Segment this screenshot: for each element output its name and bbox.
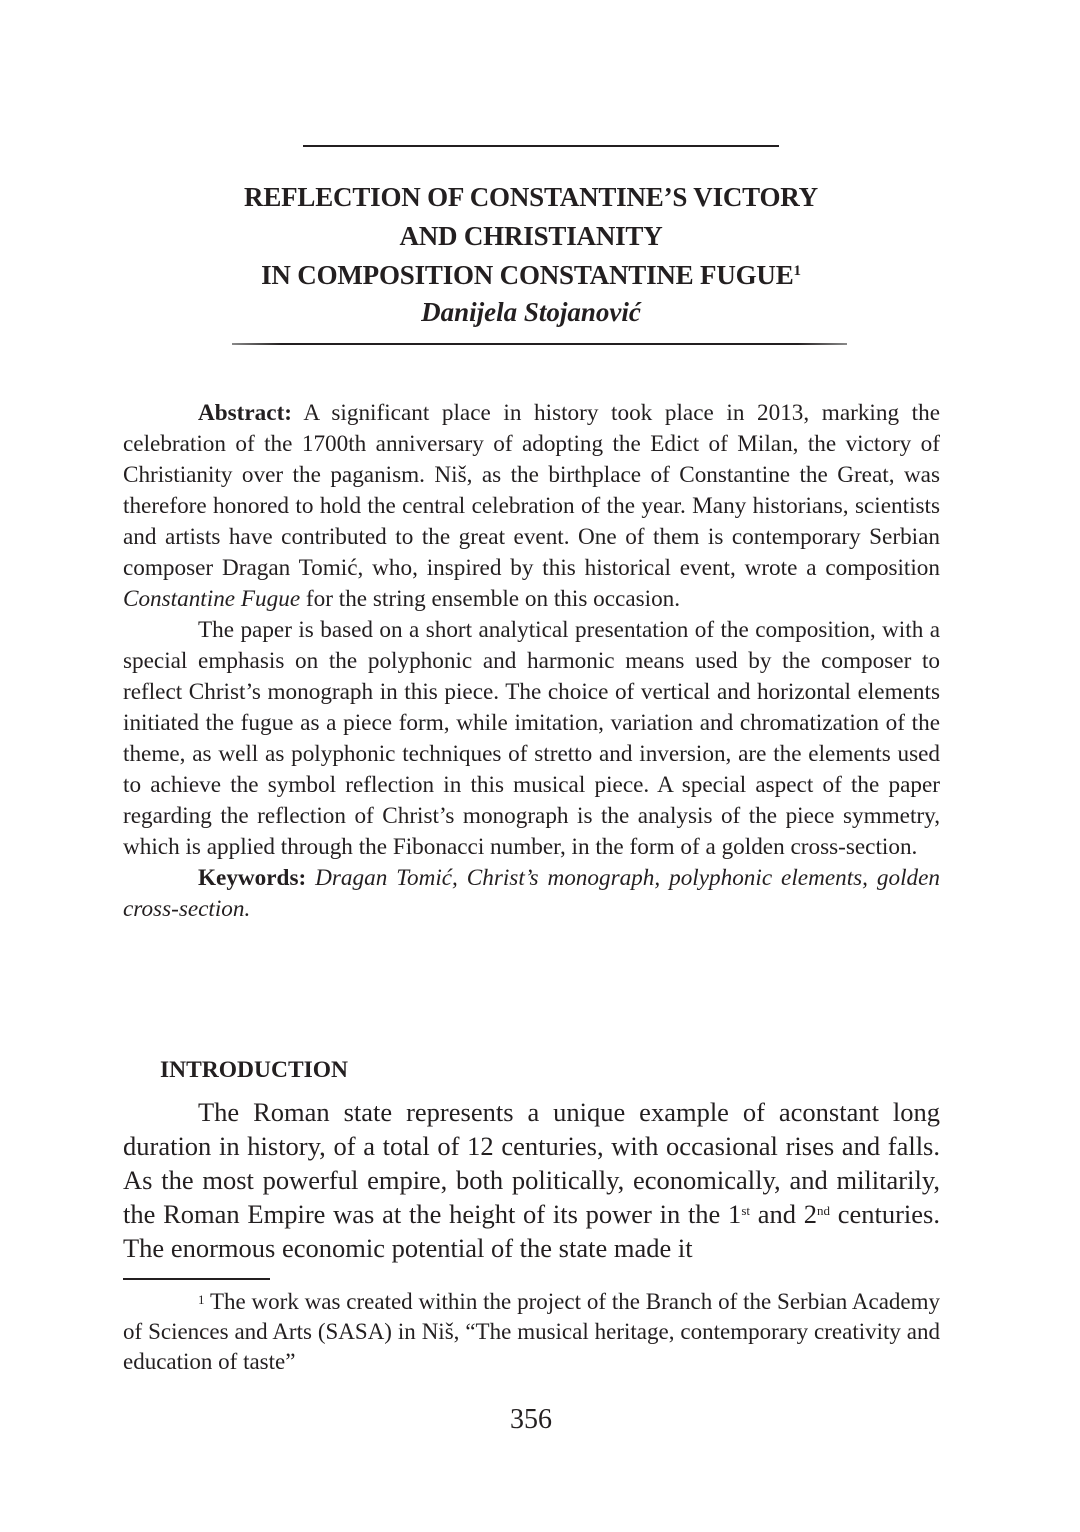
introduction-heading: INTRODUCTION <box>160 1057 349 1083</box>
composition-title: Constantine Fugue <box>123 586 301 612</box>
title-footnote-mark[interactable]: 1 <box>793 263 801 279</box>
abstract-text-1a: A significant place in history took place in 2013, marking the celebration of the 1700th anniversary of adopting the Edict of Milan, the victory of Christianity over the paganism. Niš, as the birthplace of Constantine the Great, was therefore honored to hold the central celebration of the year. Many historians, scientists and artists have contributed to the great event. One of them is contemporary Serbian composer Dragan Tomić, who, inspired by this historical event, wrote a composition <box>123 400 940 581</box>
abstract-text-1b: for the string ensemble on this occasion. <box>300 586 681 612</box>
title-line-3-text: IN COMPOSITION CONSTANTINE FUGUE <box>261 260 794 290</box>
footnote-text: The work was created within the project of the Branch of the Serbian Academy of Sciences and Arts (SASA) in Niš, “The musical heritage, contemporary creativity and education of taste” <box>123 1289 940 1374</box>
footnote <box>123 1287 940 1377</box>
footnote-mark: 1 <box>198 1292 205 1307</box>
paper-title <box>120 178 942 295</box>
keywords-text: Dragan Tomić, Christ’s monograph, polyphonic elements, golden cross-section. <box>123 865 941 922</box>
footnote-paragraph <box>123 1287 940 1377</box>
abstract-label: Abstract: <box>198 400 293 426</box>
footnote-separator <box>123 1278 270 1280</box>
abstract-paragraph-1 <box>123 398 940 615</box>
title-top-rule <box>303 145 779 147</box>
title-bottom-rule <box>232 343 847 345</box>
page-number: 356 <box>510 1404 552 1435</box>
title-line-1: REFLECTION OF CONSTANTINE’S VICTORY <box>244 182 818 212</box>
intro-sup-1: st <box>741 1203 750 1218</box>
intro-text-2: and 2 <box>749 1199 817 1229</box>
introduction-body <box>123 1095 940 1265</box>
author-name: Danijela Stojanović <box>421 297 641 327</box>
title-line-2: AND CHRISTIANITY <box>399 221 663 251</box>
title-line-3 <box>120 256 942 295</box>
abstract-paragraph-2: The paper is based on a short analytical presentation of the composition, with a special emphasis on the polyphonic and harmonic means used by the composer to reflect Christ’s monograph in this piece. The choice of vertical and horizontal elements initiated the fugue as a piece form, while imitation, variation and chromatization of the theme, as well as polyphonic techniques of stretto and inversion, are the elements used to achieve the symbol reflection in this musical piece. A special aspect of the paper regarding the reflection of Christ’s monograph is the analysis of the piece symmetry, which is applied through the Fibonacci number, in the form of a golden cross-section. <box>123 617 940 860</box>
intro-sup-2: nd <box>816 1203 830 1218</box>
intro-text-3: centuries. The enormous economic potential of the state made it <box>123 1199 940 1263</box>
keywords-paragraph <box>123 863 940 925</box>
intro-text-1: The Roman state represents a unique example of aconstant long duration in history, of a total of 12 centuries, with occasional rises and falls. As the most powerful empire, both politically, economically, and militarily, the Roman Empire was at the height of its power in the 1 <box>123 1097 940 1229</box>
introduction-paragraph <box>123 1095 940 1265</box>
keywords-label: Keywords: <box>198 865 307 891</box>
abstract-section <box>123 398 940 925</box>
